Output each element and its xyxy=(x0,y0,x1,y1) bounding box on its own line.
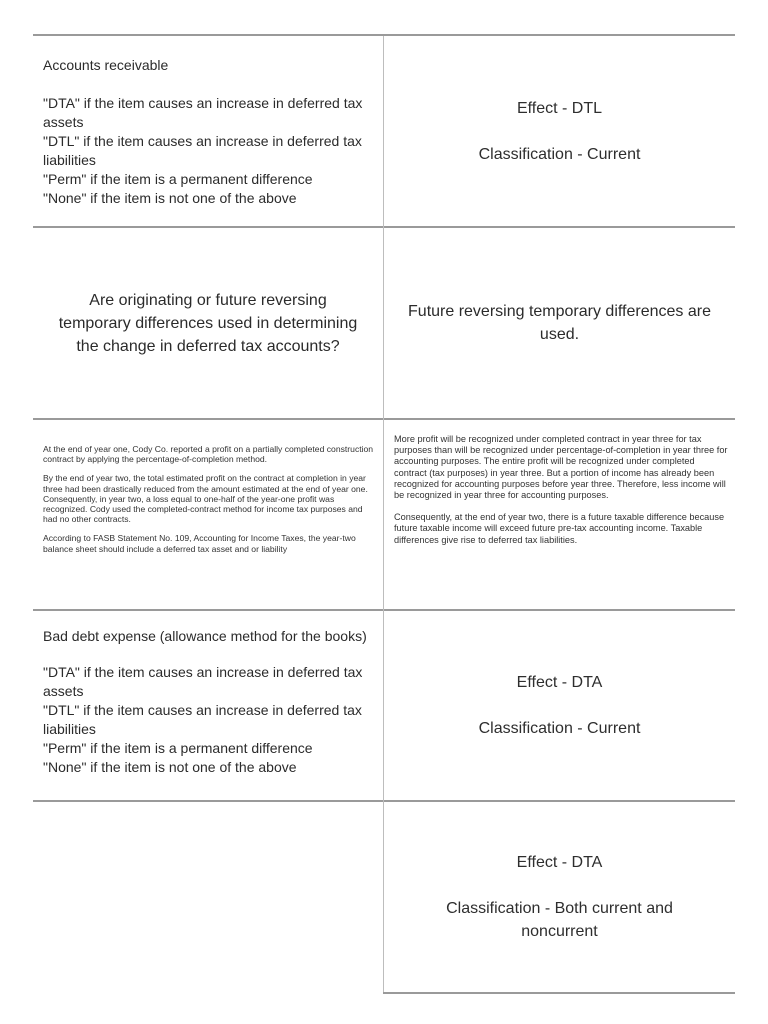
option-dta: "DTA" if the item causes an increase in deferred tax assets xyxy=(43,95,363,130)
card-5-back xyxy=(384,802,735,992)
card-4-classification: Classification - Current xyxy=(478,720,641,737)
card-1-classification: Classification - Current xyxy=(478,145,641,163)
card-3-paragraph-1: At the end of year one, Cody Co. reported a profit on a partially completed construction contract by applying the percentage-of-completion method. xyxy=(43,444,374,465)
card-3-paragraph-2: By the end of year two, the total estimated profit on the contract at completion in year three had been drastically reduced from the amount estimated at the end of year one. xyxy=(43,473,368,494)
card-4-title: Bad debt expense (allowance method for the books) xyxy=(43,628,367,644)
card-1-options xyxy=(43,94,373,208)
card-4-options xyxy=(43,663,373,777)
card-4-effect: Effect - DTA xyxy=(516,674,603,691)
option-dtl: "DTL" if the item causes an increase in deferred tax liabilities xyxy=(43,133,362,168)
card-3-paragraph-4: According to FASB Statement No. 109, Accounting for Income Taxes, the year-two balance sheet should include a deferred tax asset and or liability xyxy=(43,533,356,554)
card-3-answer-paragraph-1: More profit will be recognized under completed contract in year three for tax purposes than will be recognized under percentage-of-completion in year three for accounting purposes. The entire profit will be recognized under completed contract (tax purposes) in year three. But a portion of income has already been recognized for accounting purposes before year three. Therefore, less income will be recognized in year three for accounting purposes. xyxy=(394,434,728,501)
card-1-effect: Effect - DTL xyxy=(516,99,603,117)
option-dtl: "DTL" if the item causes an increase in deferred tax liabilities xyxy=(43,702,362,737)
option-perm: "Perm" if the item is a permanent difference xyxy=(43,171,313,187)
card-2-question: Are originating or future reversing temporary differences used in determining the change in deferred tax accounts? xyxy=(58,291,358,355)
option-perm: "Perm" if the item is a permanent difference xyxy=(43,740,313,756)
card-2-answer: Future reversing temporary differences are used. xyxy=(408,303,711,343)
card-4-back xyxy=(384,611,735,800)
card-3-back xyxy=(394,434,728,604)
card-3-paragraph-3: Consequently, in year two, a loss equal to one-half of the year-one profit was recognized. Cody used the completed-contract method for income tax purposes and had no other contracts. xyxy=(43,493,363,525)
option-dta: "DTA" if the item causes an increase in deferred tax assets xyxy=(43,664,363,699)
card-2-front xyxy=(33,228,383,418)
card-1-front xyxy=(33,36,383,226)
card-3-answer-paragraph-2: Consequently, at the end of year two, there is a future taxable difference because future taxable income will exceed future pre-tax accounting income. Taxable differences give rise to deferred tax liabilities. xyxy=(394,512,725,545)
card-5-classification: Classification - Both current and noncurrent xyxy=(446,900,673,940)
option-none: "None" if the item is not one of the above xyxy=(43,759,297,775)
card-3-front xyxy=(43,444,375,604)
card-4-front xyxy=(33,611,383,800)
card-5-effect: Effect - DTA xyxy=(516,854,603,871)
card-divider-bottom xyxy=(383,992,735,994)
card-1-title: Accounts receivable xyxy=(43,57,169,73)
card-1-back xyxy=(384,36,735,226)
card-divider-2 xyxy=(33,418,735,420)
option-none: "None" if the item is not one of the above xyxy=(43,190,297,206)
card-2-back xyxy=(384,228,735,418)
